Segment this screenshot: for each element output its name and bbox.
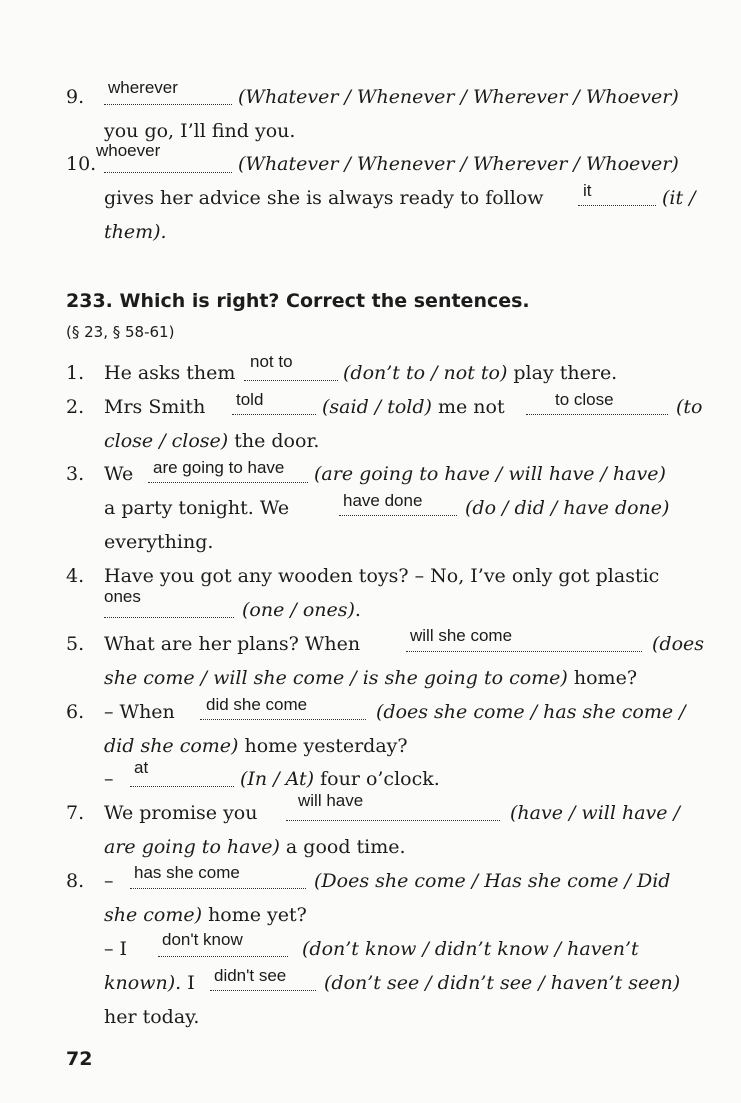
handwritten-answer: told [236, 390, 264, 409]
options-line: (don’t to / not to) play there. [343, 362, 618, 384]
answer-blank [339, 499, 457, 516]
sentence-text: What are her plans? When [104, 633, 361, 655]
exercise-heading: 233. Which is right? Correct the sentences. [66, 290, 530, 312]
answer-blank [200, 703, 366, 720]
item-number: 2. [66, 396, 85, 418]
grammar-reference: (§ 23, § 58-61) [66, 323, 175, 341]
sentence-text: – [104, 870, 114, 892]
sentence-text: He asks them [104, 362, 236, 384]
answer-blank [526, 398, 668, 415]
handwritten-answer: wherever [108, 78, 178, 97]
options-text: (don’t see / didn’t see / haven’t seen) [324, 972, 681, 994]
item-number: 1. [66, 362, 85, 384]
answer-blank [406, 635, 642, 652]
options-line: (one / ones). [242, 599, 361, 621]
handwritten-answer: not to [250, 352, 293, 371]
sentence-text: gives her advice she is always ready to follow [104, 187, 544, 209]
sentence-text: Have you got any wooden toys? – No, I’ve only got plastic [104, 565, 660, 587]
answer-blank [232, 398, 316, 415]
handwritten-answer: will have [298, 791, 364, 810]
handwritten-answer: to close [555, 390, 614, 409]
options-text: (does [652, 633, 705, 655]
handwritten-answer: has she come [134, 863, 240, 882]
item-number: 5. [66, 633, 85, 655]
options-text: (Does she come / Has she come / Did [314, 870, 671, 892]
options-line: did she come) home yesterday? [104, 735, 408, 757]
answer-blank [104, 156, 232, 173]
options-text: (Whatever / Whenever / Wherever / Whoever) [238, 153, 679, 175]
options-text: (to [676, 396, 703, 418]
options-line: are going to have) a good time. [104, 836, 406, 858]
handwritten-answer: will she come [410, 626, 513, 645]
options-text: (don’t know / didn’t know / haven’t [302, 938, 639, 960]
answer-blank [158, 940, 288, 957]
options-text: (Whatever / Whenever / Wherever / Whoever) [238, 86, 679, 108]
sentence-text: We promise you [104, 802, 258, 824]
handwritten-answer: ones [104, 587, 141, 606]
item-number: 8. [66, 870, 85, 892]
sentence-text: We [104, 463, 134, 485]
handwritten-answer: at [134, 758, 149, 777]
options-text: them). [104, 221, 167, 243]
sentence-text: her today. [104, 1006, 200, 1028]
answer-blank [286, 804, 500, 821]
sentence-text: a party tonight. We [104, 497, 290, 519]
answer-blank [210, 974, 316, 991]
answer-blank [104, 88, 232, 105]
answer-blank [130, 872, 306, 889]
options-line: close / close) the door. [104, 430, 320, 452]
handwritten-answer: whoever [96, 141, 161, 160]
handwritten-answer: did she come [206, 695, 308, 714]
item-number: 3. [66, 463, 85, 485]
sentence-text: everything. [104, 531, 214, 553]
answer-blank [578, 189, 656, 206]
item-number: 10. [66, 153, 97, 175]
item-number: 6. [66, 701, 85, 723]
answer-blank [104, 601, 234, 618]
options-text: (do / did / have done) [465, 497, 670, 519]
page-number: 72 [66, 1048, 93, 1070]
options-text: (have / will have / [510, 802, 680, 824]
item-number: 9. [66, 86, 85, 108]
answer-blank [130, 770, 234, 787]
sentence-text: you go, I’ll find you. [104, 120, 296, 142]
item-number: 4. [66, 565, 85, 587]
handwritten-answer: it [583, 181, 592, 200]
handwritten-answer: have done [343, 491, 423, 510]
handwritten-answer: don't know [162, 930, 243, 949]
options-line: (said / told) me not [322, 396, 505, 418]
options-line: she come) home yet? [104, 904, 307, 926]
options-line: known). I [104, 972, 195, 994]
handwritten-answer: are going to have [153, 458, 285, 477]
answer-blank [148, 466, 308, 483]
options-line: (In / At) four o’clock. [240, 768, 440, 790]
options-text: (does she come / has she come / [376, 701, 686, 723]
options-text: (it / [662, 187, 696, 209]
options-line: she come / will she come / is she going to come) home? [104, 667, 638, 689]
options-text: (are going to have / will have / have) [314, 463, 666, 485]
sentence-text: – [104, 768, 114, 790]
handwritten-answer: didn't see [214, 966, 287, 985]
sentence-text: Mrs Smith [104, 396, 206, 418]
sentence-text: – I [104, 938, 128, 960]
sentence-text: – When [104, 701, 175, 723]
answer-blank [244, 364, 338, 381]
item-number: 7. [66, 802, 85, 824]
